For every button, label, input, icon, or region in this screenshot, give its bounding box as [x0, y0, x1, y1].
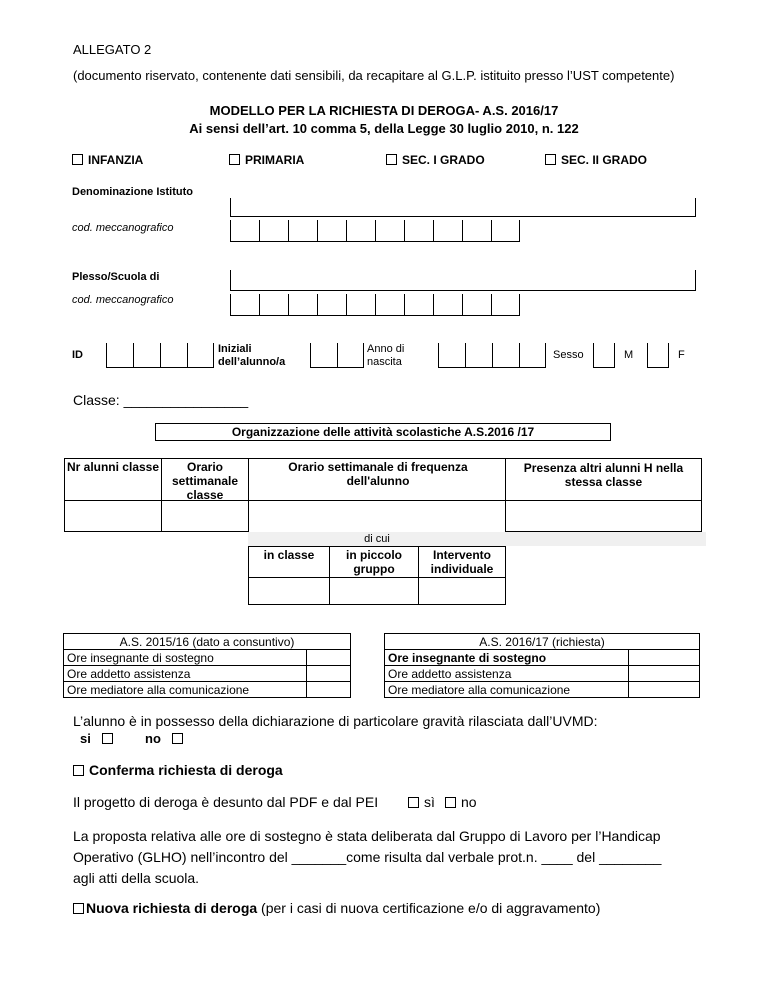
org-header-intervento: Intervento individuale — [430, 548, 494, 576]
ore-table-2016 — [384, 633, 700, 698]
check-primaria[interactable]: PRIMARIA — [229, 153, 304, 167]
ore-2016-input-sostegno[interactable] — [629, 650, 700, 666]
checkbox-icon — [172, 733, 183, 744]
check-sec-i-grado[interactable]: SEC. I GRADO — [386, 153, 485, 167]
ore-2016-row-mediatore: Ore mediatore alla comunicazione — [385, 682, 629, 698]
iniziali-label: Iniziali dell’alunno/a — [218, 343, 286, 368]
org-header-in-classe: in classe — [263, 548, 315, 562]
org-title: Organizzazione delle attività scolastiche A.S.2016 /17 — [155, 423, 611, 441]
cod-meccanografico-label: cod. meccanografico — [72, 222, 174, 234]
checkbox-icon — [545, 154, 556, 165]
anno-label: Anno di nascita — [367, 343, 405, 368]
checkbox-icon — [72, 154, 83, 165]
ore-2015-title: A.S. 2015/16 (dato a consuntivo) — [64, 634, 351, 650]
sesso-m-label: M — [624, 349, 634, 361]
ore-2015-input-sostegno[interactable] — [307, 650, 351, 666]
org-header-frequenza: Orario settimanale di frequenza dell'alunno — [288, 460, 468, 488]
ore-2016-row-sostegno: Ore insegnante di sostegno — [385, 650, 629, 666]
proposta-line-2: Operativo (GLHO) nell’incontro del _______come risulta dal verbale prot.n. ____ del ________ — [73, 849, 662, 865]
page-title: MODELLO PER LA RICHIESTA DI DEROGA- A.S. 2016/17 — [209, 103, 559, 118]
checkbox-icon — [386, 154, 397, 165]
proposta-line-1: La proposta relativa alle ore di sostegno è stata deliberata dal Gruppo di Lavoro per l’Handicap — [73, 828, 661, 844]
allegato-label: ALLEGATO 2 — [73, 42, 152, 57]
org-input-presenza[interactable] — [505, 500, 702, 532]
sesso-f-box[interactable] — [647, 343, 669, 368]
org-header-presenza: Presenza altri alunni H nella stessa classe — [523, 461, 684, 489]
checkbox-icon — [102, 733, 113, 744]
ore-2016-input-assistenza[interactable] — [629, 666, 700, 682]
plesso-label: Plesso/Scuola di — [72, 271, 160, 283]
ore-2016-title: A.S. 2016/17 (richiesta) — [385, 634, 700, 650]
riservato-note: (documento riservato, contenente dati sensibili, da recapitare al G.L.P. istituito presso l’UST competente) — [73, 68, 675, 83]
conferma-check[interactable]: Conferma richiesta di deroga — [73, 762, 283, 778]
checkbox-icon — [73, 903, 84, 914]
dicui-label: di cui — [364, 533, 390, 545]
anno-field[interactable] — [438, 343, 546, 368]
ore-table-2015 — [63, 633, 351, 698]
gravita-no[interactable]: no — [145, 731, 188, 746]
progetto-si[interactable]: sì — [408, 794, 435, 810]
check-infanzia[interactable]: INFANZIA — [72, 153, 143, 167]
id-field[interactable] — [106, 343, 214, 368]
ore-2015-row-mediatore: Ore mediatore alla comunicazione — [64, 682, 307, 698]
denominazione-label: Denominazione Istituto — [72, 186, 193, 198]
cod-meccanografico-field[interactable] — [230, 220, 520, 242]
org-header-piccolo-gruppo: in piccolo gruppo — [345, 548, 402, 576]
checkbox-icon — [73, 765, 84, 776]
ore-2015-input-assistenza[interactable] — [307, 666, 351, 682]
org-input-orario-classe[interactable] — [161, 500, 249, 532]
ore-2015-input-mediatore[interactable] — [307, 682, 351, 698]
sesso-label: Sesso — [553, 349, 584, 361]
org-header-orario-classe: Orario settimanale classe — [171, 460, 239, 502]
cod-meccanografico-field-2[interactable] — [230, 294, 520, 316]
org-header-nr-alunni: Nr alunni classe — [66, 460, 160, 474]
org-input-piccolo-gruppo[interactable] — [329, 577, 419, 605]
org-input-nr-alunni[interactable] — [64, 500, 162, 532]
check-sec-ii-grado[interactable]: SEC. II GRADO — [545, 153, 647, 167]
progetto-no[interactable]: no — [445, 794, 477, 810]
checkbox-icon — [408, 797, 419, 808]
plesso-field[interactable] — [230, 270, 696, 291]
classe-field[interactable]: Classe: ________________ — [73, 392, 249, 408]
checkbox-icon — [445, 797, 456, 808]
ore-2016-row-assistenza: Ore addetto assistenza — [385, 666, 629, 682]
gravita-si[interactable]: si — [80, 731, 118, 746]
cod-meccanografico-label-2: cod. meccanografico — [72, 294, 174, 306]
ore-2015-row-sostegno: Ore insegnante di sostegno — [64, 650, 307, 666]
org-input-intervento[interactable] — [418, 577, 506, 605]
checkbox-icon — [229, 154, 240, 165]
gravita-text: L’alunno è in possesso della dichiarazione di particolare gravità rilasciata dall’UVMD: — [73, 713, 598, 729]
page-subtitle: Ai sensi dell’art. 10 comma 5, della Legge 30 luglio 2010, n. 122 — [189, 121, 579, 136]
denominazione-field[interactable] — [230, 198, 696, 217]
ore-2016-input-mediatore[interactable] — [629, 682, 700, 698]
org-input-in-classe[interactable] — [248, 577, 330, 605]
iniziali-field[interactable] — [310, 343, 364, 368]
id-label: ID — [72, 349, 83, 361]
nuova-richiesta-check[interactable]: Nuova richiesta di deroga (per i casi di nuova certificazione e/o di aggravamento) — [73, 900, 600, 916]
sesso-f-label: F — [678, 349, 685, 361]
sesso-m-box[interactable] — [593, 343, 615, 368]
proposta-line-3: agli atti della scuola. — [73, 870, 200, 886]
ore-2015-row-assistenza: Ore addetto assistenza — [64, 666, 307, 682]
progetto-text: Il progetto di deroga è desunto dal PDF e dal PEI — [73, 794, 379, 810]
